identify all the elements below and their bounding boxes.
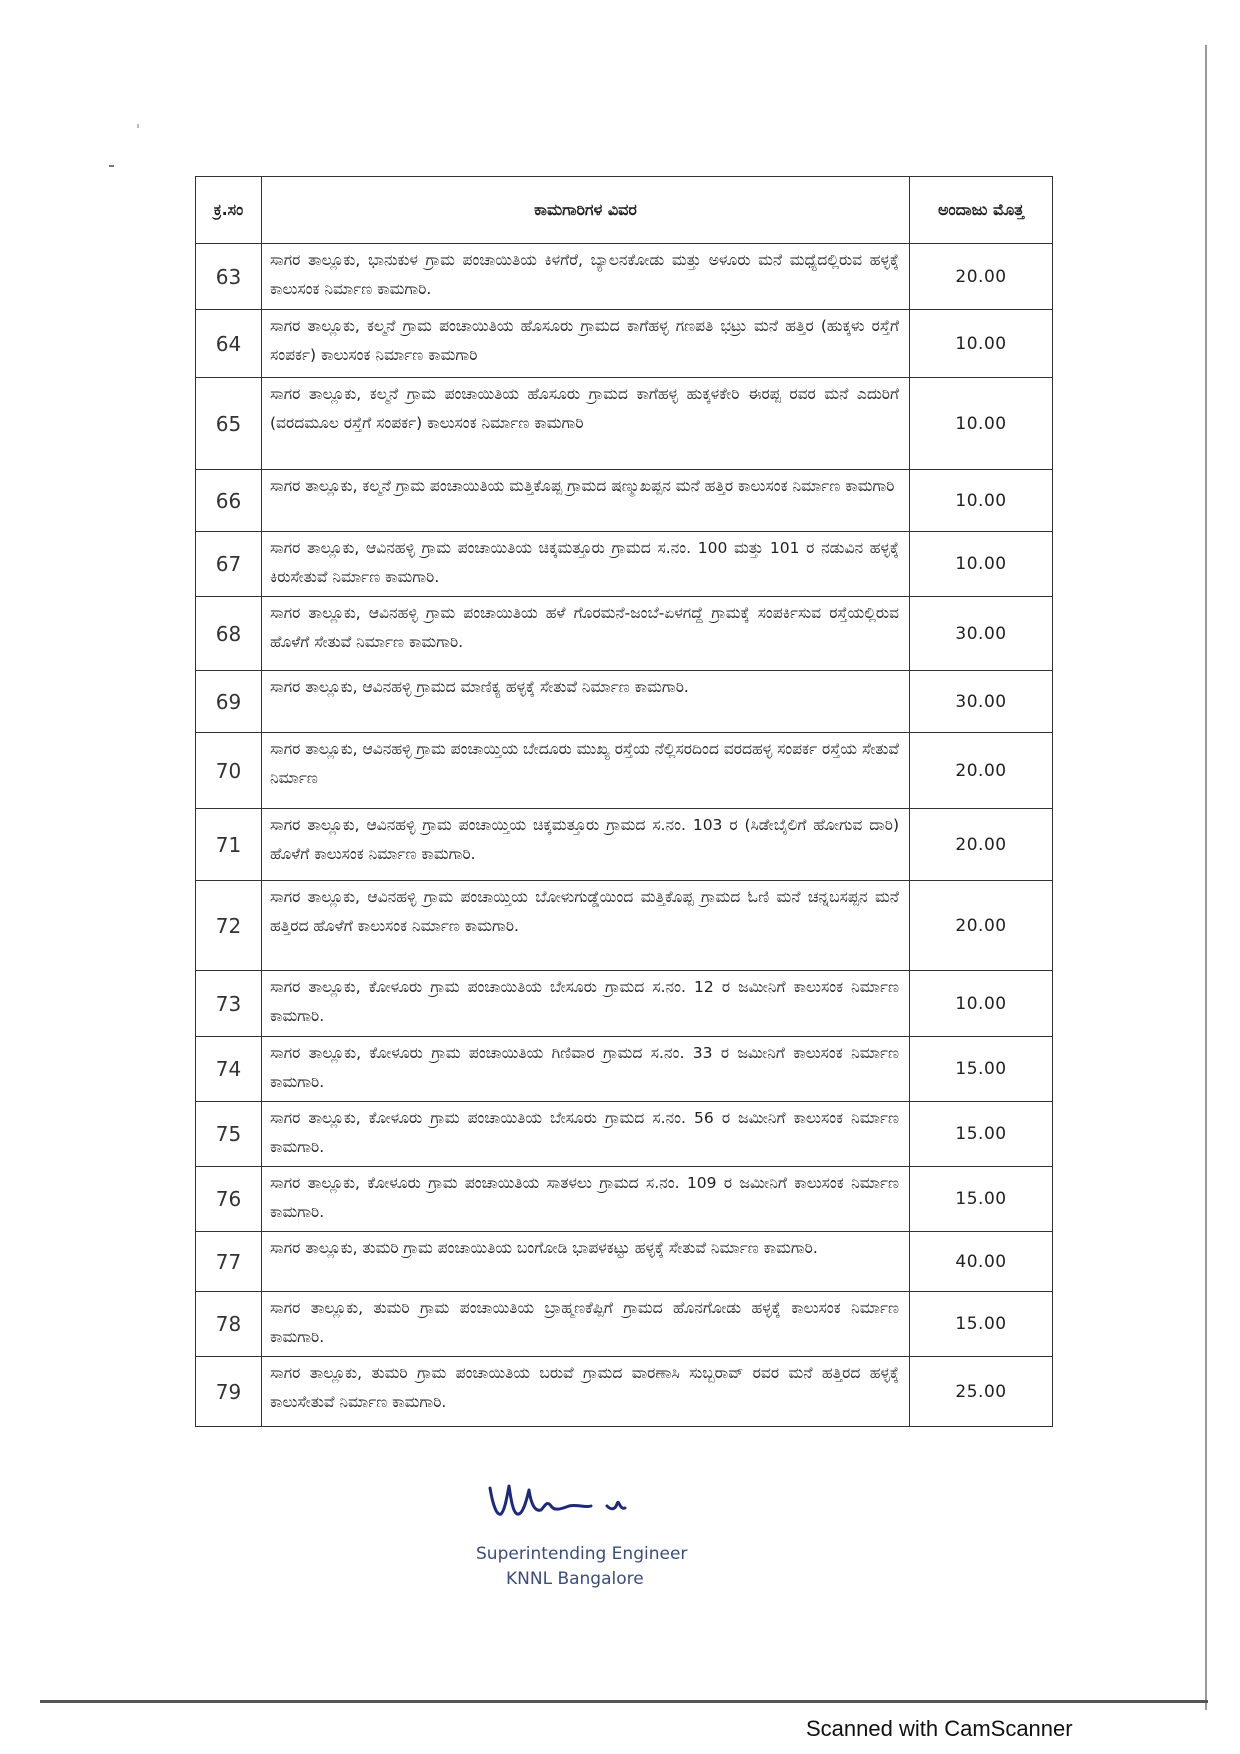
amount-cell: 10.00 — [910, 470, 1053, 532]
table-row — [196, 378, 1053, 470]
serial-no-cell: 70 — [196, 733, 262, 809]
signatory-org: KNNL Bangalore — [506, 1569, 644, 1589]
amount-cell: 10.00 — [910, 310, 1053, 378]
work-description-cell: ಸಾಗರ ತಾಲ್ಲೂಕು, ಆವಿನಹಳ್ಳಿ ಗ್ರಾಮ ಪಂಚಾಯಿತಿಯ ಹಳೆ ಗೊರಮನೆ-ಜಂಬೆ-ಏಳಗದ್ದೆ ಗ್ರಾಮಕ್ಕೆ ಸಂಪರ್ಕಿಸುವ ರಸ್ತೆಯಲ್ಲಿರುವ ಹೊಳೆಗೆ ಸೇತುವೆ ನಿರ್ಮಾಣ ಕಾಮಗಾರಿ. — [262, 597, 910, 671]
amount-cell: 30.00 — [910, 597, 1053, 671]
scanner-watermark: Scanned with CamScanner — [806, 1716, 1073, 1741]
work-description-cell: ಸಾಗರ ತಾಲ್ಲೂಕು, ಕೋಳೂರು ಗ್ರಾಮ ಪಂಚಾಯಿತಿಯ ಬೇಸೂರು ಗ್ರಾಮದ ಸ.ನಂ. 56 ರ ಜಮೀನಿಗೆ ಕಾಲುಸಂಕ ನಿರ್ಮಾಣ ಕಾಮಗಾರಿ. — [262, 1102, 910, 1167]
table-row — [196, 971, 1053, 1037]
amount-cell: 15.00 — [910, 1102, 1053, 1167]
page-edge-bottom — [40, 1700, 1208, 1703]
work-description-cell: ಸಾಗರ ತಾಲ್ಲೂಕು, ಕಲ್ಮನೆ ಗ್ರಾಮ ಪಂಚಾಯಿತಿಯ ಹೊಸೂರು ಗ್ರಾಮದ ಕಾಗೆಹಳ್ಳ ಹುಕ್ಕಳಕೇರಿ ಈರಪ್ಪ ರವರ ಮನೆ ಎದುರಿಗೆ (ವರದಮೂಲ ರಸ್ತೆಗೆ ಸಂಪರ್ಕ) ಕಾಲುಸಂಕ ನಿರ್ಮಾಣ ಕಾಮಗಾರಿ — [262, 378, 910, 470]
table-row — [196, 1232, 1053, 1292]
serial-no-cell: 79 — [196, 1357, 262, 1427]
amount-cell: 15.00 — [910, 1292, 1053, 1357]
table-row — [196, 809, 1053, 881]
amount-cell: 40.00 — [910, 1232, 1053, 1292]
works-table-body — [196, 244, 1053, 1427]
signatory-title: Superintending Engineer — [476, 1544, 688, 1564]
serial-no-cell: 65 — [196, 378, 262, 470]
scan-speck — [109, 165, 114, 167]
serial-no-cell: 71 — [196, 809, 262, 881]
serial-no-cell: 73 — [196, 971, 262, 1037]
serial-no-cell: 68 — [196, 597, 262, 671]
table-row — [196, 1037, 1053, 1102]
serial-no-cell: 66 — [196, 470, 262, 532]
works-table — [195, 176, 1053, 1427]
header-work-details: ಕಾಮಗಾರಿಗಳ ವಿವರ — [262, 177, 910, 244]
table-row — [196, 597, 1053, 671]
work-description-cell: ಸಾಗರ ತಾಲ್ಲೂಕು, ತುಮರಿ ಗ್ರಾಮ ಪಂಚಾಯಿತಿಯ ಬ್ರಾಹ್ಮಣಕೆಪ್ಪಿಗೆ ಗ್ರಾಮದ ಹೊನಗೋಡು ಹಳ್ಳಕ್ಕೆ ಕಾಲುಸಂಕ ನಿರ್ಮಾಣ ಕಾಮಗಾರಿ. — [262, 1292, 910, 1357]
serial-no-cell: 78 — [196, 1292, 262, 1357]
work-description-cell: ಸಾಗರ ತಾಲ್ಲೂಕು, ಆವಿನಹಳ್ಳಿ ಗ್ರಾಮದ ಮಾಣಿಕ್ಯ ಹಳ್ಳಕ್ಕೆ ಸೇತುವೆ ನಿರ್ಮಾಣ ಕಾಮಗಾರಿ. — [262, 671, 910, 733]
amount-cell: 30.00 — [910, 671, 1053, 733]
work-description-cell: ಸಾಗರ ತಾಲ್ಲೂಕು, ಆವಿನಹಳ್ಳಿ ಗ್ರಾಮ ಪಂಚಾಯ್ತಿಯ ಬೋಳುಗುಡ್ಡೆಯಿಂದ ಮತ್ತಿಕೊಪ್ಪ ಗ್ರಾಮದ ಓಣಿ ಮನೆ ಚನ್ನಬಸಪ್ಪನ ಮನೆ ಹತ್ತಿರದ ಹೊಳೆಗೆ ಕಾಲುಸಂಕ ನಿರ್ಮಾಣ ಕಾಮಗಾರಿ. — [262, 881, 910, 971]
table-row — [196, 1292, 1053, 1357]
amount-cell: 25.00 — [910, 1357, 1053, 1427]
serial-no-cell: 72 — [196, 881, 262, 971]
work-description-cell: ಸಾಗರ ತಾಲ್ಲೂಕು, ಕೋಳೂರು ಗ್ರಾಮ ಪಂಚಾಯಿತಿಯ ಸಾತಳಲು ಗ್ರಾಮದ ಸ.ನಂ. 109 ರ ಜಮೀನಿಗೆ ಕಾಲುಸಂಕ ನಿರ್ಮಾಣ ಕಾಮಗಾರಿ. — [262, 1167, 910, 1232]
serial-no-cell: 77 — [196, 1232, 262, 1292]
table-row — [196, 1167, 1053, 1232]
table-row — [196, 1357, 1053, 1427]
serial-no-cell: 63 — [196, 244, 262, 310]
table-row — [196, 532, 1053, 597]
works-table-header — [196, 177, 1053, 244]
work-description-cell: ಸಾಗರ ತಾಲ್ಲೂಕು, ತುಮರಿ ಗ್ರಾಮ ಪಂಚಾಯಿತಿಯ ಬಂಗೋಡಿ ಭಾಪಳಕಟ್ಟು ಹಳ್ಳಕ್ಕೆ ಸೇತುವೆ ನಿರ್ಮಾಣ ಕಾಮಗಾರಿ. — [262, 1232, 910, 1292]
amount-cell: 15.00 — [910, 1037, 1053, 1102]
scan-speck — [137, 124, 139, 128]
amount-cell: 20.00 — [910, 809, 1053, 881]
table-row — [196, 470, 1053, 532]
amount-cell: 20.00 — [910, 733, 1053, 809]
serial-no-cell: 76 — [196, 1167, 262, 1232]
work-description-cell: ಸಾಗರ ತಾಲ್ಲೂಕು, ಕೋಳೂರು ಗ್ರಾಮ ಪಂಚಾಯಿತಿಯ ಬೇಸೂರು ಗ್ರಾಮದ ಸ.ನಂ. 12 ರ ಜಮೀನಿಗೆ ಕಾಲುಸಂಕ ನಿರ್ಮಾಣ ಕಾಮಗಾರಿ. — [262, 971, 910, 1037]
table-row — [196, 1102, 1053, 1167]
table-row — [196, 881, 1053, 971]
amount-cell: 15.00 — [910, 1167, 1053, 1232]
amount-cell: 10.00 — [910, 532, 1053, 597]
page-edge-right — [1205, 45, 1207, 1710]
serial-no-cell: 74 — [196, 1037, 262, 1102]
serial-no-cell: 67 — [196, 532, 262, 597]
amount-cell: 10.00 — [910, 378, 1053, 470]
work-description-cell: ಸಾಗರ ತಾಲ್ಲೂಕು, ಕೋಳೂರು ಗ್ರಾಮ ಪಂಚಾಯಿತಿಯ ಗಿಣಿವಾರ ಗ್ರಾಮದ ಸ.ನಂ. 33 ರ ಜಮೀನಿಗೆ ಕಾಲುಸಂಕ ನಿರ್ಮಾಣ ಕಾಮಗಾರಿ. — [262, 1037, 910, 1102]
work-description-cell: ಸಾಗರ ತಾಲ್ಲೂಕು, ಆವಿನಹಳ್ಳಿ ಗ್ರಾಮ ಪಂಚಾಯ್ತಿಯ ಬೇದೂರು ಮುಖ್ಯ ರಸ್ತೆಯ ನೆಲ್ಲಿಸರದಿಂದ ವರದಹಳ್ಳ ಸಂಪರ್ಕ ರಸ್ತೆಯ ಸೇತುವೆ ನಿರ್ಮಾಣ — [262, 733, 910, 809]
table-row — [196, 310, 1053, 378]
work-description-cell: ಸಾಗರ ತಾಲ್ಲೂಕು, ಆವಿನಹಳ್ಳಿ ಗ್ರಾಮ ಪಂಚಾಯಿತಿಯ ಚಿಕ್ಕಮತ್ತೂರು ಗ್ರಾಮದ ಸ.ನಂ. 100 ಮತ್ತು 101 ರ ನಡುವಿನ ಹಳ್ಳಕ್ಕೆ ಕಿರುಸೇತುವೆ ನಿರ್ಮಾಣ ಕಾಮಗಾರಿ. — [262, 532, 910, 597]
work-description-cell: ಸಾಗರ ತಾಲ್ಲೂಕು, ಕಲ್ಮನೆ ಗ್ರಾಮ ಪಂಚಾಯಿತಿಯ ಮತ್ತಿಕೊಪ್ಪ ಗ್ರಾಮದ ಷಣ್ಮುಖಪ್ಪನ ಮನೆ ಹತ್ತಿರ ಕಾಲುಸಂಕ ನಿರ್ಮಾಣ ಕಾಮಗಾರಿ — [262, 470, 910, 532]
amount-cell: 20.00 — [910, 244, 1053, 310]
header-estimated-amount: ಅಂದಾಜು ಮೊತ್ತ — [910, 177, 1053, 244]
table-row — [196, 671, 1053, 733]
work-description-cell: ಸಾಗರ ತಾಲ್ಲೂಕು, ಆವಿನಹಳ್ಳಿ ಗ್ರಾಮ ಪಂಚಾಯ್ತಿಯ ಚಿಕ್ಕಮತ್ತೂರು ಗ್ರಾಮದ ಸ.ನಂ. 103 ರ (ಸಿಡೇಬೈಲಿಗೆ ಹೋಗುವ ದಾರಿ) ಹೊಳೆಗೆ ಕಾಲುಸಂಕ ನಿರ್ಮಾಣ ಕಾಮಗಾರಿ. — [262, 809, 910, 881]
work-description-cell: ಸಾಗರ ತಾಲ್ಲೂಕು, ಕಲ್ಮನೆ ಗ್ರಾಮ ಪಂಚಾಯಿತಿಯ ಹೊಸೂರು ಗ್ರಾಮದ ಕಾಗೆಹಳ್ಳ ಗಣಪತಿ ಭಟ್ರು ಮನೆ ಹತ್ತಿರ (ಹುಕ್ಕಳು ರಸ್ತೆಗೆ ಸಂಪರ್ಕ) ಕಾಲುಸಂಕ ನಿರ್ಮಾಣ ಕಾಮಗಾರಿ — [262, 310, 910, 378]
serial-no-cell: 75 — [196, 1102, 262, 1167]
table-row — [196, 244, 1053, 310]
table-row — [196, 733, 1053, 809]
header-serial-no: ಕ್ರ.ಸಂ — [196, 177, 262, 244]
work-description-cell: ಸಾಗರ ತಾಲ್ಲೂಕು, ತುಮರಿ ಗ್ರಾಮ ಪಂಚಾಯಿತಿಯ ಬರುವೆ ಗ್ರಾಮದ ವಾರಣಾಸಿ ಸುಬ್ಬರಾವ್ ರವರ ಮನೆ ಹತ್ತಿರದ ಹಳ್ಳಕ್ಕೆ ಕಾಲುಸೇತುವೆ ನಿರ್ಮಾಣ ಕಾಮಗಾರಿ. — [262, 1357, 910, 1427]
signature-image — [485, 1476, 665, 1528]
serial-no-cell: 64 — [196, 310, 262, 378]
work-description-cell: ಸಾಗರ ತಾಲ್ಲೂಕು, ಭಾನುಕುಳ ಗ್ರಾಮ ಪಂಚಾಯಿತಿಯ ಕಿಳಗೆರೆ, ಬ್ಯಾಲನಕೋಡು ಮತ್ತು ಅಳೂರು ಮನೆ ಮಧ್ಯೆದಲ್ಲಿರುವ ಹಳ್ಳಕ್ಕೆ ಕಾಲುಸಂಕ ನಿರ್ಮಾಣ ಕಾಮಗಾರಿ. — [262, 244, 910, 310]
amount-cell: 20.00 — [910, 881, 1053, 971]
serial-no-cell: 69 — [196, 671, 262, 733]
amount-cell: 10.00 — [910, 971, 1053, 1037]
